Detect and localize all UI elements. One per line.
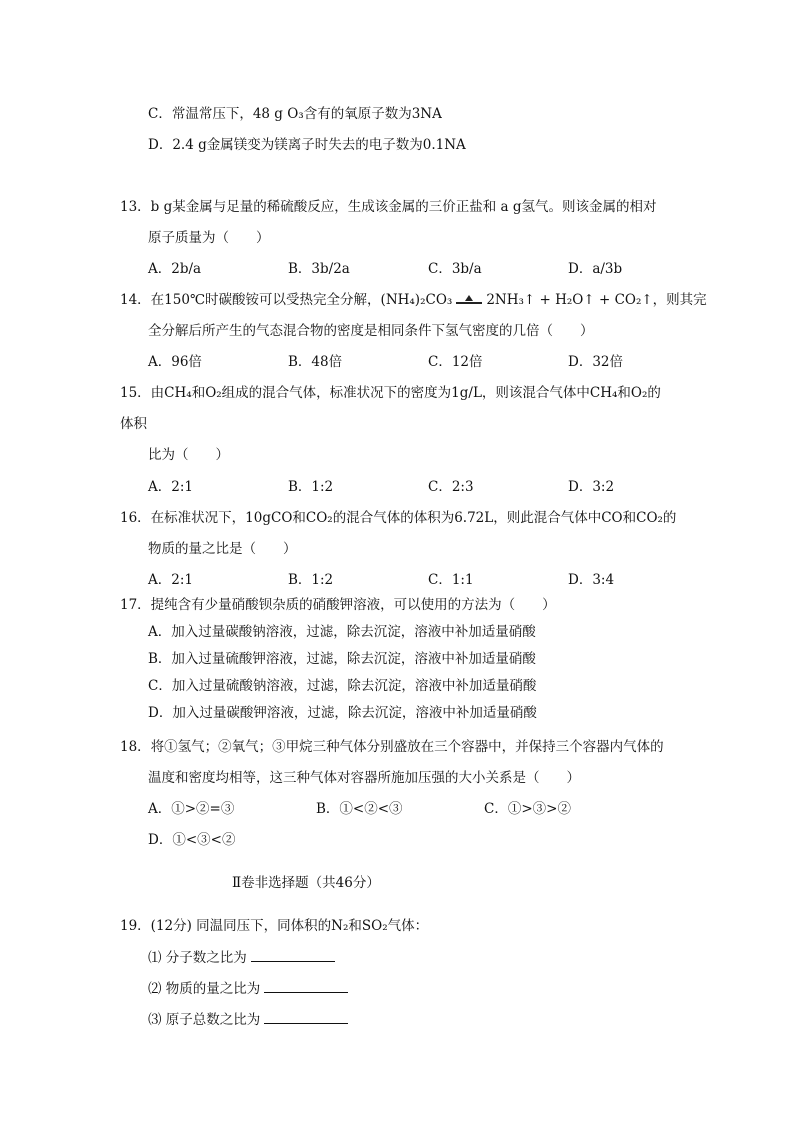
q15-option-a: A．2:1 xyxy=(148,479,193,495)
q18-stem-line2: 温度和密度均相等，这三种气体对容器所施加压强的大小关系是（ ） xyxy=(148,770,580,786)
q17-option-d: D．加入过量碳酸钾溶液，过滤，除去沉淀，溶液中补加适量硝酸 xyxy=(148,705,537,721)
q16-stem-line2: 物质的量之比是（ ） xyxy=(148,541,297,557)
q19-item-3-label: ⑶ 原子总数之比为 xyxy=(148,1012,261,1028)
q13-option-d: D．a/3b xyxy=(568,261,623,277)
q16-option-b: B．1:2 xyxy=(288,572,334,588)
q15-stem-line3: 比为（ ） xyxy=(148,447,229,463)
section-2-title: Ⅱ卷非选择题（共46分） xyxy=(232,875,380,891)
q19-stem: 19．(12分) 同温同压下，同体积的N₂和SO₂气体： xyxy=(120,918,429,934)
q19-item-1 xyxy=(148,947,335,967)
q12-option-d: D．2.4 g金属镁变为镁离子时失去的电子数为0.1NA xyxy=(148,137,466,153)
q16-option-d: D．3:4 xyxy=(568,572,615,588)
q15-option-d: D．3:2 xyxy=(568,479,615,495)
q19-item-2 xyxy=(148,978,348,998)
q16-stem-line1: 16．在标准状况下，10gCO和CO₂的混合气体的体积为6.72L，则此混合气体中CO和CO₂的 xyxy=(120,510,677,526)
q13-option-c: C．3b/a xyxy=(428,261,482,277)
q14-stem-line1-post: 2NH₃↑ + H₂O↑ + CO₂↑，则其完 xyxy=(486,292,707,308)
q18-option-b: B．①<②<③ xyxy=(316,801,403,817)
q17-option-c: C．加入过量硫酸钠溶液，过滤，除去沉淀，溶液中补加适量硝酸 xyxy=(148,678,537,694)
q14-stem-line1 xyxy=(120,291,707,309)
q14-option-a: A．96倍 xyxy=(148,354,202,370)
q14-option-b: B．48倍 xyxy=(288,354,343,370)
q13-option-a: A．2b/a xyxy=(148,261,202,277)
q18-option-c: C．①>③>② xyxy=(484,801,571,817)
q14-stem-line1-pre: 14．在150℃时碳酸铵可以受热完全分解，(NH₄)₂CO₃ xyxy=(120,292,453,308)
q16-option-a: A．2:1 xyxy=(148,572,193,588)
q18-option-a: A．①>②=③ xyxy=(148,801,235,817)
answer-blank[interactable] xyxy=(264,978,348,993)
answer-blank[interactable] xyxy=(264,1009,348,1024)
q17-option-b: B．加入过量硫酸钾溶液，过滤，除去沉淀，溶液中补加适量硝酸 xyxy=(148,651,536,667)
heating-arrow-icon xyxy=(456,296,482,306)
q13-stem-line2: 原子质量为（ ） xyxy=(148,230,270,246)
answer-blank[interactable] xyxy=(251,947,335,962)
q14-stem-line2: 全分解后所产生的气态混合物的密度是相同条件下氢气密度的几倍（ ） xyxy=(148,323,594,339)
q14-option-c: C．12倍 xyxy=(428,354,483,370)
q15-stem-line1: 15．由CH₄和O₂组成的混合气体，标准状况下的密度为1g/L，则该混合气体中CH₄和O₂的 xyxy=(120,385,661,401)
q16-option-c: C．1:1 xyxy=(428,572,474,588)
q15-stem-line2: 体积 xyxy=(120,416,147,432)
q18-option-d: D．①<③<② xyxy=(148,832,236,848)
q17-stem: 17．提纯含有少量硝酸钡杂质的硝酸钾溶液，可以使用的方法为（ ） xyxy=(120,597,556,613)
q19-item-2-label: ⑵ 物质的量之比为 xyxy=(148,981,261,997)
q14-option-d: D．32倍 xyxy=(568,354,624,370)
q15-option-b: B．1:2 xyxy=(288,479,334,495)
q12-option-c: C．常温常压下，48 g O₃含有的氧原子数为3NA xyxy=(148,106,442,122)
q19-item-1-label: ⑴ 分子数之比为 xyxy=(148,950,247,966)
q17-option-a: A．加入过量碳酸钠溶液，过滤，除去沉淀，溶液中补加适量硝酸 xyxy=(148,624,536,640)
q13-option-b: B．3b/2a xyxy=(288,261,350,277)
q19-item-3 xyxy=(148,1009,348,1029)
q13-stem-line1: 13．b g某金属与足量的稀硫酸反应，生成该金属的三价正盐和 a g氢气。则该金属的相对 xyxy=(120,199,657,215)
q15-option-c: C．2:3 xyxy=(428,479,474,495)
q18-stem-line1: 18．将①氢气；②氧气；③甲烷三种气体分别盛放在三个容器中，并保持三个容器内气体的 xyxy=(120,739,664,755)
